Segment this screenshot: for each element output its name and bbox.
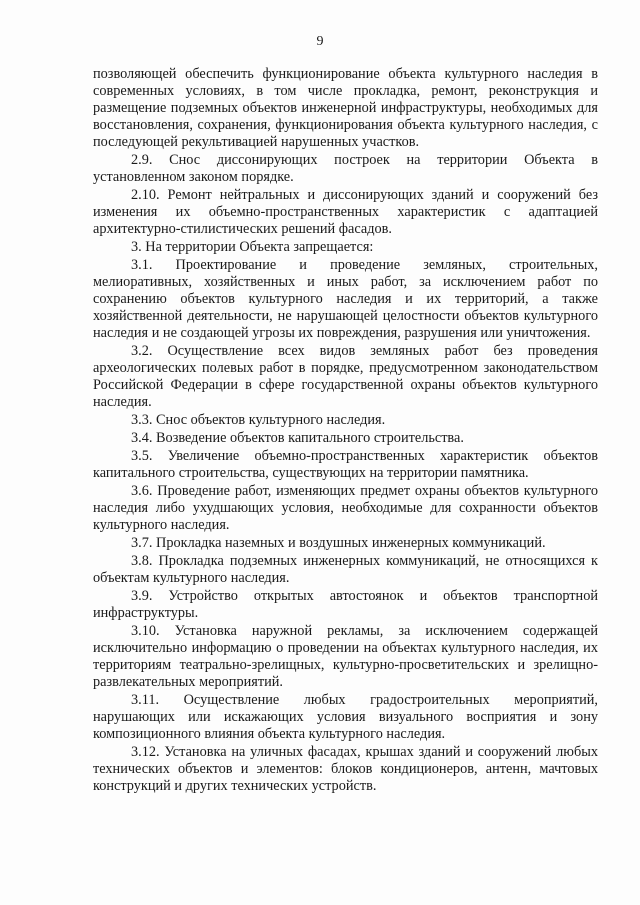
paragraph: 3.1. Проектирование и проведение земляных, строительных, мелиоративных, хозяйственных и иных работ, за исключением работ по сохранению объектов культурного наследия и их территорий, а также хозяйственной деятельности, не нарушающей целостности объектов культурного наследия и не создающей угрозы их повреждения, разрушения или уничтожения.: [93, 257, 598, 341]
paragraph: 3.12. Установка на уличных фасадах, крышах зданий и сооружений любых технических объектов и элементов: блоков кондиционеров, антенн, мачтовых конструкций и других технических устройств.: [93, 744, 598, 794]
paragraph: позволяющей обеспечить функционирование объекта культурного наследия в современных условиях, в том числе прокладка, ремонт, реконструкция и размещение подземных объектов инженерной инфраструктуры, необходимых для восстановления, сохранения, функционирования объекта культурного наследия, с последующей рекультивацией нарушенных участков.: [93, 66, 598, 150]
paragraph: 2.9. Снос диссонирующих построек на территории Объекта в установленном законом порядке.: [93, 152, 598, 185]
paragraph: 3.9. Устройство открытых автостоянок и объектов транспортной инфраструктуры.: [93, 588, 598, 621]
paragraph: 3. На территории Объекта запрещается:: [131, 239, 374, 255]
paragraph: 3.3. Снос объектов культурного наследия.: [131, 412, 386, 428]
page-number: 9: [316, 34, 324, 49]
paragraph: 3.10. Установка наружной рекламы, за исключением содержащей исключительно информацию о проведении на объектах культурного наследия, их территориям театрально-зрелищных, культурно-просветительских и зрелищно-развлекательных мероприятий.: [93, 623, 598, 690]
paragraph: 3.7. Прокладка наземных и воздушных инженерных коммуникаций.: [131, 535, 546, 551]
paragraph: 3.2. Осуществление всех видов земляных работ без проведения археологических полевых работ в порядке, предусмотренном законодательством Российской Федерации в сфере государственной охраны объектов культурного наследия.: [93, 343, 598, 410]
paragraph: 3.8. Прокладка подземных инженерных коммуникаций, не относящихся к объектам культурного наследия.: [93, 553, 598, 586]
paragraph: 3.5. Увеличение объемно-пространственных характеристик объектов капитального строительства, существующих на территории памятника.: [93, 448, 598, 481]
paragraph: 3.6. Проведение работ, изменяющих предмет охраны объектов культурного наследия либо ухудшающих условия, необходимые для сохранности объектов культурного наследия.: [93, 483, 598, 533]
document-body: [93, 66, 598, 795]
paragraph: 3.11. Осуществление любых градостроительных мероприятий, нарушающих или искажающих условия визуального восприятия и зону композиционного влияния объекта культурного наследия.: [93, 692, 598, 742]
paragraph: 2.10. Ремонт нейтральных и диссонирующих зданий и сооружений без изменения их объемно-пространственных характеристик с адаптацией архитектурно-стилистических решений фасадов.: [93, 187, 598, 237]
paragraph: 3.4. Возведение объектов капитального строительства.: [131, 430, 464, 446]
